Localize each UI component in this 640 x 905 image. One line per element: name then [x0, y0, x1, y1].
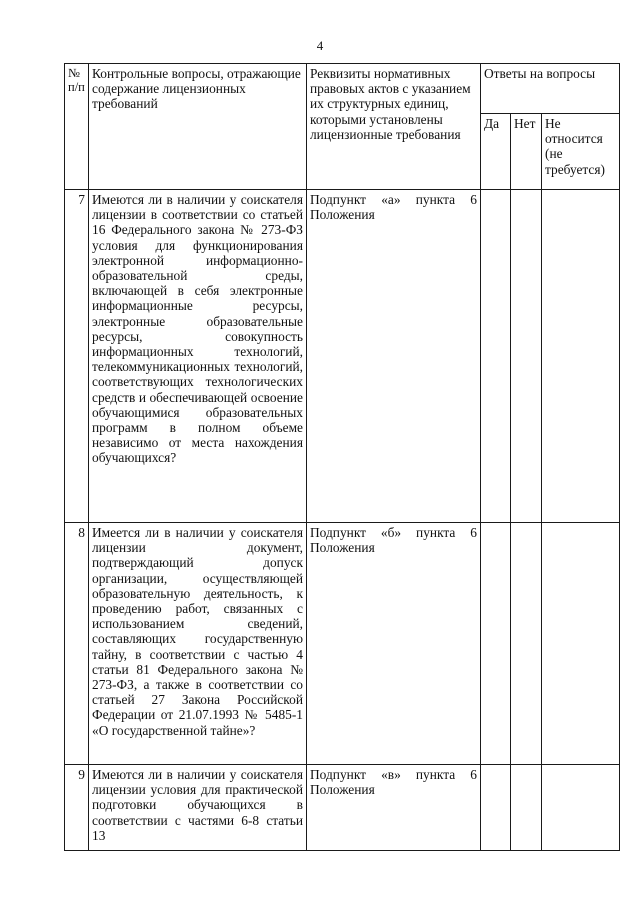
answer-not-applicable-cell[interactable]: [542, 523, 620, 765]
row-number: 7: [65, 190, 89, 523]
row-question: Имеются ли в наличии у соискателя лицензии в соответствии со статьей 16 Федерального закона № 273-ФЗ условия для функционирования электронной информационно-образовательной среды, включающей в себя электронные информационные ресурсы, электронные образовательные ресурсы, совокупность информационных технологий, телекоммуникационных технологий, соответствующих технологических средств и обеспечивающей освоение обучающимися образовательных программ в полном объеме независимо от места нахождения обучающихся?: [89, 190, 307, 523]
answer-no-cell[interactable]: [511, 523, 542, 765]
answer-no-cell[interactable]: [511, 765, 542, 851]
row-number: 9: [65, 765, 89, 851]
row-reference-text: Подпункт «б» пункта 6 Положения: [310, 525, 477, 556]
header-no: Нет: [511, 114, 542, 190]
table-row: [65, 765, 620, 851]
header-reference: Реквизиты нормативных правовых актов с указанием их структурных единиц, которыми установлены лицензионные требования: [307, 64, 481, 190]
row-reference: [307, 190, 481, 523]
row-reference-text: Подпункт «в» пункта 6 Положения: [310, 767, 477, 798]
row-question: Имеются ли в наличии у соискателя лицензии условия для практической подготовки обучающихся в соответствии с частями 6-8 статьи 13: [89, 765, 307, 851]
page-number: 4: [316, 38, 324, 53]
row-reference: [307, 765, 481, 851]
table-row: [65, 190, 620, 523]
row-reference-text: Подпункт «а» пункта 6 Положения: [310, 192, 477, 223]
answer-yes-cell[interactable]: [481, 190, 511, 523]
row-number: 8: [65, 523, 89, 765]
answer-yes-cell[interactable]: [481, 765, 511, 851]
answer-no-cell[interactable]: [511, 190, 542, 523]
row-question: Имеется ли в наличии у соискателя лицензии документ, подтверждающий допуск организации, осуществляющей образовательную деятельность, к проведению работ, связанных с использованием сведений, составляющих государственную тайну, в соответствии с частью 4 статьи 81 Федерального закона № 273-ФЗ, а также в соответствии со статьей 27 Закона Российской Федерации от 21.07.1993 № 5485-1 «О государственной тайне»?: [89, 523, 307, 765]
header-yes: Да: [481, 114, 511, 190]
header-number: № п/п: [65, 64, 89, 190]
table-row: [65, 523, 620, 765]
answer-yes-cell[interactable]: [481, 523, 511, 765]
license-requirements-table: [64, 63, 620, 851]
table-header-row: [65, 64, 620, 114]
header-not-applicable: Не относится (не требуется): [542, 114, 620, 190]
answer-not-applicable-cell[interactable]: [542, 190, 620, 523]
header-answers: Ответы на вопросы: [481, 64, 620, 114]
header-question: Контрольные вопросы, отражающие содержание лицензионных требований: [89, 64, 307, 190]
row-reference: [307, 523, 481, 765]
answer-not-applicable-cell[interactable]: [542, 765, 620, 851]
